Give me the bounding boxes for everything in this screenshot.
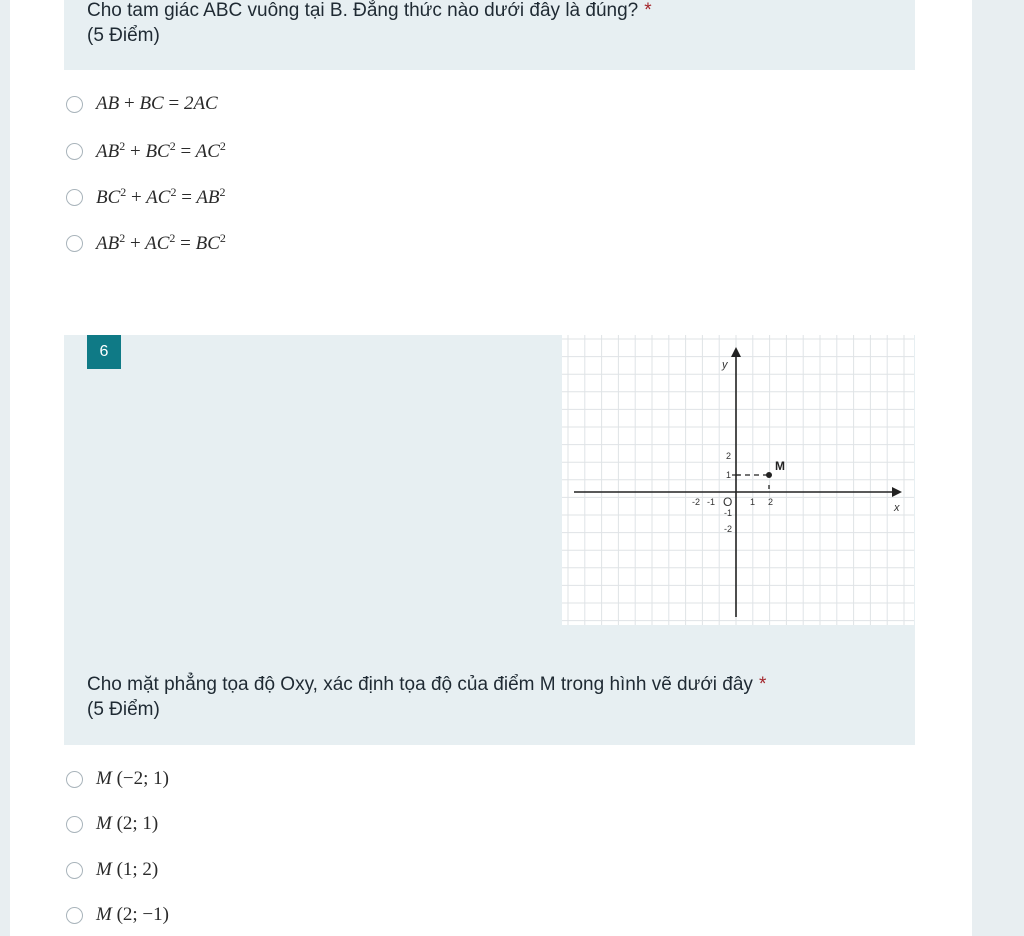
q5-option-3[interactable] — [64, 182, 564, 212]
q5-option-4[interactable] — [64, 228, 564, 258]
q6-option-4-label: M (2; −1) — [96, 904, 169, 925]
question-number-badge: 6 — [87, 335, 121, 369]
question-6-header — [64, 335, 915, 745]
radio-button[interactable] — [66, 96, 83, 113]
question-5-title: Cho tam giác ABC vuông tại B. Đẳng thức nào dưới đây là đúng? — [87, 0, 639, 21]
y-tick-label: 1 — [726, 470, 732, 480]
q5-option-4-label: $AB^2 + AC^2 = BC^2$ — [96, 231, 226, 254]
form-page — [10, 0, 972, 936]
radio-button[interactable] — [66, 816, 83, 833]
point-m — [766, 472, 772, 478]
x-tick-label: -2 — [692, 497, 701, 507]
radio-button[interactable] — [66, 235, 83, 252]
question-5-points: (5 Điểm) — [87, 25, 160, 46]
x-tick-label: 2 — [768, 497, 774, 507]
question-6-points: (5 Điểm) — [87, 699, 160, 720]
point-m-label: M — [775, 459, 785, 473]
required-mark: * — [644, 0, 652, 21]
y-tick-label: -2 — [724, 524, 733, 534]
radio-button[interactable] — [66, 862, 83, 879]
radio-button[interactable] — [66, 189, 83, 206]
question-6-text — [87, 673, 766, 697]
q6-option-2-label: M (2; 1) — [96, 813, 159, 834]
question-6-title: Cho mặt phẳng tọa độ Oxy, xác định tọa độ của điểm M trong hình vẽ dưới đây — [87, 674, 753, 695]
radio-button[interactable] — [66, 907, 83, 924]
y-tick-label: -1 — [724, 508, 733, 518]
x-tick-label: -1 — [707, 497, 716, 507]
q6-option-4[interactable] — [64, 900, 564, 930]
radio-button[interactable] — [66, 771, 83, 788]
q5-option-2[interactable] — [64, 136, 564, 166]
x-axis-label: x — [894, 502, 900, 514]
q5-option-1-label: AB + BC = 2AC — [96, 93, 218, 114]
q6-option-2[interactable] — [64, 809, 564, 839]
q5-option-1[interactable] — [64, 89, 564, 119]
x-tick-label: 1 — [750, 497, 756, 507]
y-axis-label: y — [722, 359, 728, 371]
q6-option-1[interactable] — [64, 764, 564, 794]
radio-button[interactable] — [66, 143, 83, 160]
required-mark: * — [758, 674, 767, 695]
q6-option-1-label: M (−2; 1) — [96, 768, 169, 789]
question-5-header — [64, 0, 915, 70]
q5-option-2-label: $AB^2 + BC^2 = AC^2$ — [96, 139, 226, 162]
origin-label: O — [723, 495, 733, 509]
y-tick-label: 2 — [726, 451, 732, 461]
coordinate-plane-figure — [562, 335, 914, 625]
q6-option-3[interactable] — [64, 855, 564, 885]
question-5-text — [87, 0, 652, 23]
q5-option-3-label: $BC^2 + AC^2 = AB^2$ — [96, 185, 226, 208]
q6-option-3-label: M (1; 2) — [96, 859, 159, 880]
